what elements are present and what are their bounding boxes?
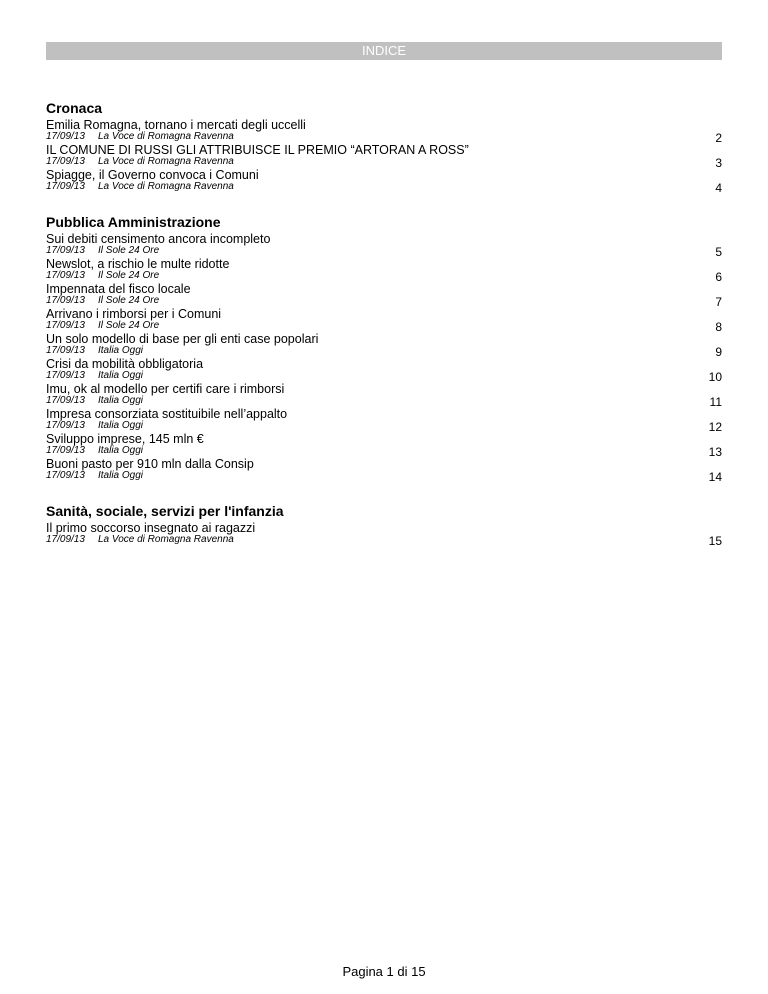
entry-meta bbox=[46, 296, 722, 306]
index-entry[interactable] bbox=[46, 168, 722, 193]
entry-source: La Voce di Romagna Ravenna bbox=[98, 156, 234, 167]
entry-title[interactable]: Impennata del fisco locale bbox=[46, 282, 191, 296]
entry-date: 17/09/13 bbox=[46, 156, 85, 167]
entry-title[interactable]: Buoni pasto per 910 mln dalla Consip bbox=[46, 457, 254, 471]
entry-page-number[interactable]: 5 bbox=[715, 245, 722, 259]
entry-meta bbox=[46, 246, 722, 256]
index-title: INDICE bbox=[361, 43, 407, 58]
index-entry[interactable] bbox=[46, 332, 722, 357]
index-header-bar bbox=[46, 42, 722, 60]
index-entry[interactable] bbox=[46, 307, 722, 332]
entry-source: Italia Oggi bbox=[98, 345, 144, 356]
entry-source: Italia Oggi bbox=[98, 370, 144, 381]
entry-source: La Voce di Romagna Ravenna bbox=[98, 131, 234, 142]
entry-date: 17/09/13 bbox=[46, 420, 85, 431]
entry-meta bbox=[46, 371, 722, 381]
entry-date: 17/09/13 bbox=[46, 245, 85, 256]
entry-meta bbox=[46, 446, 722, 456]
entry-page-number[interactable]: 14 bbox=[708, 470, 722, 484]
entry-meta bbox=[46, 132, 722, 142]
entry-page-number[interactable]: 9 bbox=[715, 345, 722, 359]
entry-page-number[interactable]: 11 bbox=[709, 395, 722, 409]
entry-title[interactable]: Crisi da mobilità obbligatoria bbox=[46, 357, 204, 371]
index-entry[interactable] bbox=[46, 282, 722, 307]
entry-source: Il Sole 24 Ore bbox=[98, 270, 160, 281]
entry-date: 17/09/13 bbox=[46, 181, 85, 192]
entry-title[interactable]: Impresa consorziata sostituibile nell’appalto bbox=[46, 407, 288, 421]
entry-page-number[interactable]: 7 bbox=[715, 295, 722, 309]
entry-title[interactable]: Arrivano i rimborsi per i Comuni bbox=[46, 307, 222, 321]
entry-title[interactable]: Spiagge, il Governo convoca i Comuni bbox=[46, 168, 259, 182]
entry-source: La Voce di Romagna Ravenna bbox=[98, 181, 234, 192]
entry-title[interactable]: Sviluppo imprese, 145 mln € bbox=[46, 432, 204, 446]
index-entry[interactable] bbox=[46, 432, 722, 457]
section-title: Sanità, sociale, servizi per l'infanzia bbox=[46, 503, 284, 519]
entry-date: 17/09/13 bbox=[46, 320, 85, 331]
entry-date: 17/09/13 bbox=[46, 534, 85, 545]
entry-meta bbox=[46, 321, 722, 331]
entry-meta bbox=[46, 271, 722, 281]
entry-source: Il Sole 24 Ore bbox=[98, 320, 160, 331]
entry-title[interactable]: Sui debiti censimento ancora incompleto bbox=[46, 232, 271, 246]
entry-page-number[interactable]: 10 bbox=[708, 370, 722, 384]
index-entry[interactable] bbox=[46, 457, 722, 482]
entry-date: 17/09/13 bbox=[46, 131, 85, 142]
entry-source: Italia Oggi bbox=[98, 395, 144, 406]
entry-page-number[interactable]: 12 bbox=[708, 420, 722, 434]
section-title: Pubblica Amministrazione bbox=[46, 214, 221, 230]
page-number-label: Pagina 1 di 15 bbox=[342, 964, 426, 979]
entry-date: 17/09/13 bbox=[46, 445, 85, 456]
entry-date: 17/09/13 bbox=[46, 270, 85, 281]
entry-source: Italia Oggi bbox=[98, 445, 144, 456]
entry-source: La Voce di Romagna Ravenna bbox=[98, 534, 234, 545]
entry-meta bbox=[46, 421, 722, 431]
entry-page-number[interactable]: 6 bbox=[715, 270, 722, 284]
index-entry[interactable] bbox=[46, 232, 722, 257]
entry-date: 17/09/13 bbox=[46, 470, 85, 481]
entry-date: 17/09/13 bbox=[46, 370, 85, 381]
entry-source: Italia Oggi bbox=[98, 470, 144, 481]
entry-meta bbox=[46, 157, 722, 167]
entry-source: Il Sole 24 Ore bbox=[98, 295, 160, 306]
index-entry[interactable] bbox=[46, 143, 722, 168]
page-footer bbox=[0, 964, 768, 980]
entry-title[interactable]: IL COMUNE DI RUSSI GLI ATTRIBUISCE IL PREMIO “ARTORAN A ROSS” bbox=[46, 143, 469, 157]
entry-title[interactable]: Emilia Romagna, tornano i mercati degli uccelli bbox=[46, 118, 306, 132]
entry-title[interactable]: Newslot, a rischio le multe ridotte bbox=[46, 257, 230, 271]
entry-date: 17/09/13 bbox=[46, 345, 85, 356]
index-sections bbox=[46, 98, 722, 565]
entry-meta bbox=[46, 346, 722, 356]
entry-page-number[interactable]: 3 bbox=[715, 156, 722, 170]
index-section bbox=[46, 212, 722, 482]
entry-date: 17/09/13 bbox=[46, 295, 85, 306]
entry-page-number[interactable]: 8 bbox=[715, 320, 722, 334]
section-title: Cronaca bbox=[46, 100, 103, 116]
entry-source: Italia Oggi bbox=[98, 420, 144, 431]
entry-page-number[interactable]: 13 bbox=[708, 445, 722, 459]
index-entry[interactable] bbox=[46, 407, 722, 432]
index-section bbox=[46, 98, 722, 193]
index-entry[interactable] bbox=[46, 257, 722, 282]
index-section bbox=[46, 501, 722, 546]
entry-page-number[interactable]: 15 bbox=[708, 534, 722, 548]
index-entry[interactable] bbox=[46, 521, 722, 546]
entry-title[interactable]: Il primo soccorso insegnato ai ragazzi bbox=[46, 521, 256, 535]
entry-title[interactable]: Un solo modello di base per gli enti case popolari bbox=[46, 332, 319, 346]
index-entry[interactable] bbox=[46, 357, 722, 382]
entry-page-number[interactable]: 4 bbox=[715, 181, 722, 195]
entry-source: Il Sole 24 Ore bbox=[98, 245, 160, 256]
entry-meta bbox=[46, 396, 722, 406]
entry-title[interactable]: Imu, ok al modello per certifi care i rimborsi bbox=[46, 382, 285, 396]
entry-page-number[interactable]: 2 bbox=[715, 131, 722, 145]
entry-meta bbox=[46, 471, 722, 481]
index-entry[interactable] bbox=[46, 382, 722, 407]
entry-date: 17/09/13 bbox=[46, 395, 85, 406]
entry-meta bbox=[46, 535, 722, 545]
entry-meta bbox=[46, 182, 722, 192]
index-entry[interactable] bbox=[46, 118, 722, 143]
